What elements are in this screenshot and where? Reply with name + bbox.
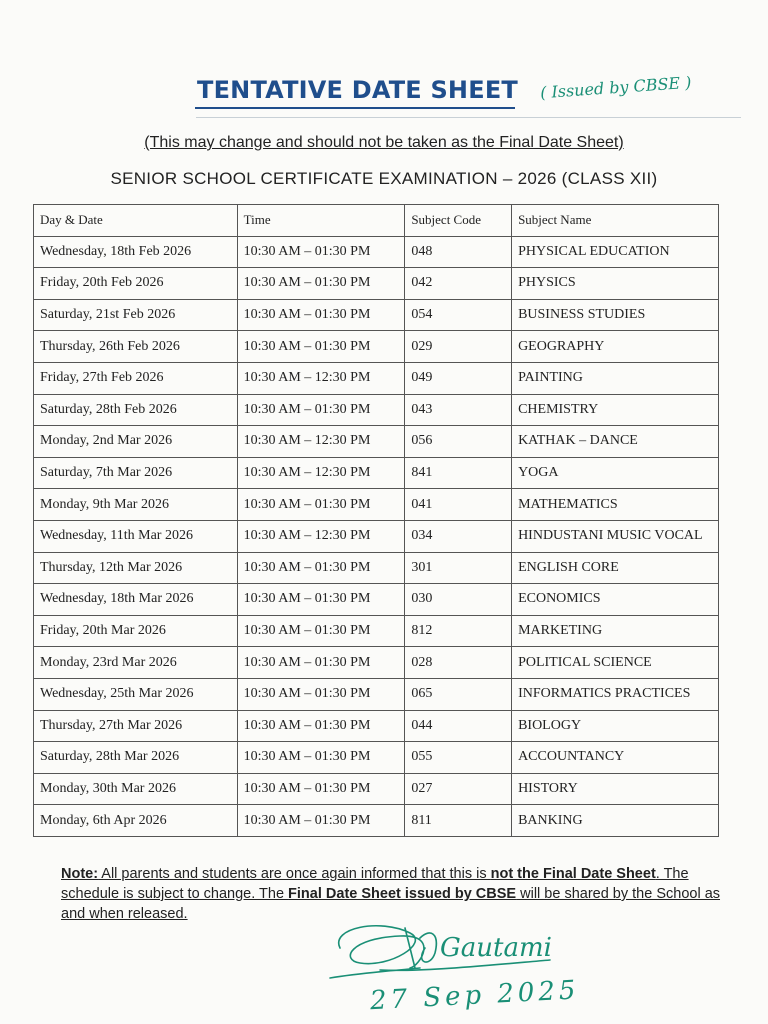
cell-subject-code: 841 [405, 457, 512, 489]
table-row [34, 520, 719, 552]
cell-day-date: Saturday, 7th Mar 2026 [34, 457, 238, 489]
cell-subject-name: HINDUSTANI MUSIC VOCAL [512, 520, 719, 552]
cell-subject-code: 043 [405, 394, 512, 426]
cell-day-date: Wednesday, 25th Mar 2026 [34, 678, 238, 710]
cell-day-date: Monday, 30th Mar 2026 [34, 773, 238, 805]
cell-subject-code: 028 [405, 647, 512, 679]
note-bold-2: Final Date Sheet issued by CBSE [288, 886, 517, 902]
cell-subject-code: 027 [405, 773, 512, 805]
cell-subject-name: ENGLISH CORE [512, 552, 719, 584]
note-text-2: . The schedule is subject to change. The [61, 866, 689, 902]
cell-subject-name: HISTORY [512, 773, 719, 805]
cell-subject-code: 811 [405, 805, 512, 837]
cell-time: 10:30 AM – 12:30 PM [237, 457, 405, 489]
cell-day-date: Monday, 2nd Mar 2026 [34, 426, 238, 458]
table-row [34, 394, 719, 426]
cell-subject-code: 056 [405, 426, 512, 458]
cell-subject-code: 301 [405, 552, 512, 584]
cell-day-date: Friday, 20th Mar 2026 [34, 615, 238, 647]
cell-subject-code: 049 [405, 362, 512, 394]
cell-subject-code: 048 [405, 236, 512, 268]
note-text-1: All parents and students are once again informed that this is [98, 866, 491, 882]
cell-day-date: Wednesday, 18th Mar 2026 [34, 584, 238, 616]
table-row [34, 710, 719, 742]
cell-time: 10:30 AM – 12:30 PM [237, 520, 405, 552]
cell-subject-code: 054 [405, 299, 512, 331]
table-row [34, 678, 719, 710]
cell-day-date: Thursday, 27th Mar 2026 [34, 710, 238, 742]
cell-time: 10:30 AM – 01:30 PM [237, 489, 405, 521]
cell-subject-name: GEOGRAPHY [512, 331, 719, 363]
cell-subject-name: KATHAK – DANCE [512, 426, 719, 458]
column-header-day-date: Day & Date [34, 205, 238, 237]
note-text-3: will be shared by the School as and when released. [61, 886, 721, 922]
cell-time: 10:30 AM – 01:30 PM [237, 805, 405, 837]
cell-subject-code: 055 [405, 742, 512, 774]
table-row [34, 742, 719, 774]
cell-time: 10:30 AM – 01:30 PM [237, 584, 405, 616]
table-row [34, 647, 719, 679]
table-row [34, 236, 719, 268]
page-title: TENTATIVE DATE SHEET [197, 76, 518, 104]
table-row [34, 426, 719, 458]
cell-subject-code: 029 [405, 331, 512, 363]
cell-subject-name: PHYSICAL EDUCATION [512, 236, 719, 268]
cell-subject-name: PAINTING [512, 362, 719, 394]
cell-subject-code: 065 [405, 678, 512, 710]
cell-day-date: Wednesday, 11th Mar 2026 [34, 520, 238, 552]
cell-day-date: Saturday, 28th Mar 2026 [34, 742, 238, 774]
table-row [34, 331, 719, 363]
cell-subject-name: YOGA [512, 457, 719, 489]
cell-subject-name: MARKETING [512, 615, 719, 647]
exam-title: SENIOR SCHOOL CERTIFICATE EXAMINATION – 2026 (CLASS XII) [110, 169, 658, 188]
column-header-subject-name: Subject Name [512, 205, 719, 237]
cell-day-date: Wednesday, 18th Feb 2026 [34, 236, 238, 268]
cell-subject-code: 041 [405, 489, 512, 521]
cell-time: 10:30 AM – 01:30 PM [237, 773, 405, 805]
divider [196, 117, 741, 118]
column-header-time: Time [237, 205, 405, 237]
signature [320, 908, 620, 1018]
cell-subject-code: 042 [405, 268, 512, 300]
cell-time: 10:30 AM – 01:30 PM [237, 394, 405, 426]
handwritten-note: ( Issued by CBSE ) [539, 72, 692, 103]
cell-time: 10:30 AM – 01:30 PM [237, 331, 405, 363]
table-row [34, 773, 719, 805]
cell-subject-name: BIOLOGY [512, 710, 719, 742]
signature-date: 27 Sep 2025 [369, 975, 581, 1017]
table-row [34, 805, 719, 837]
cell-time: 10:30 AM – 12:30 PM [237, 426, 405, 458]
cell-subject-name: ECONOMICS [512, 584, 719, 616]
table-row [34, 299, 719, 331]
table-row [34, 268, 719, 300]
cell-day-date: Friday, 27th Feb 2026 [34, 362, 238, 394]
table-row [34, 457, 719, 489]
cell-subject-name: MATHEMATICS [512, 489, 719, 521]
cell-time: 10:30 AM – 01:30 PM [237, 742, 405, 774]
cell-day-date: Monday, 6th Apr 2026 [34, 805, 238, 837]
table-row [34, 615, 719, 647]
disclaimer: (This may change and should not be taken as the Final Date Sheet) [144, 134, 624, 151]
cell-subject-code: 034 [405, 520, 512, 552]
cell-time: 10:30 AM – 01:30 PM [237, 299, 405, 331]
cell-subject-code: 030 [405, 584, 512, 616]
table-row [34, 489, 719, 521]
cell-subject-name: PHYSICS [512, 268, 719, 300]
cell-time: 10:30 AM – 01:30 PM [237, 647, 405, 679]
cell-time: 10:30 AM – 12:30 PM [237, 362, 405, 394]
cell-time: 10:30 AM – 01:30 PM [237, 552, 405, 584]
cell-subject-name: ACCOUNTANCY [512, 742, 719, 774]
table-row [34, 584, 719, 616]
cell-time: 10:30 AM – 01:30 PM [237, 710, 405, 742]
cell-subject-name: POLITICAL SCIENCE [512, 647, 719, 679]
cell-subject-name: INFORMATICS PRACTICES [512, 678, 719, 710]
cell-subject-code: 812 [405, 615, 512, 647]
cell-subject-name: CHEMISTRY [512, 394, 719, 426]
cell-day-date: Saturday, 28th Feb 2026 [34, 394, 238, 426]
table-header-row [34, 205, 719, 237]
cell-time: 10:30 AM – 01:30 PM [237, 615, 405, 647]
cell-day-date: Saturday, 21st Feb 2026 [34, 299, 238, 331]
note-label: Note: [61, 866, 99, 882]
cell-day-date: Monday, 9th Mar 2026 [34, 489, 238, 521]
cell-subject-name: BANKING [512, 805, 719, 837]
header [0, 72, 768, 122]
table-row [34, 552, 719, 584]
title-underline [195, 107, 515, 109]
signature-name: Gautami [440, 933, 552, 963]
date-sheet-table [33, 204, 719, 837]
table-row [34, 362, 719, 394]
note-bold-1: not the Final Date Sheet [490, 866, 656, 882]
cell-subject-name: BUSINESS STUDIES [512, 299, 719, 331]
table-body [34, 236, 719, 836]
cell-time: 10:30 AM – 01:30 PM [237, 236, 405, 268]
cell-day-date: Friday, 20th Feb 2026 [34, 268, 238, 300]
column-header-subject-code: Subject Code [405, 205, 512, 237]
cell-time: 10:30 AM – 01:30 PM [237, 268, 405, 300]
cell-day-date: Thursday, 26th Feb 2026 [34, 331, 238, 363]
cell-day-date: Monday, 23rd Mar 2026 [34, 647, 238, 679]
cell-subject-code: 044 [405, 710, 512, 742]
cell-day-date: Thursday, 12th Mar 2026 [34, 552, 238, 584]
cell-time: 10:30 AM – 01:30 PM [237, 678, 405, 710]
